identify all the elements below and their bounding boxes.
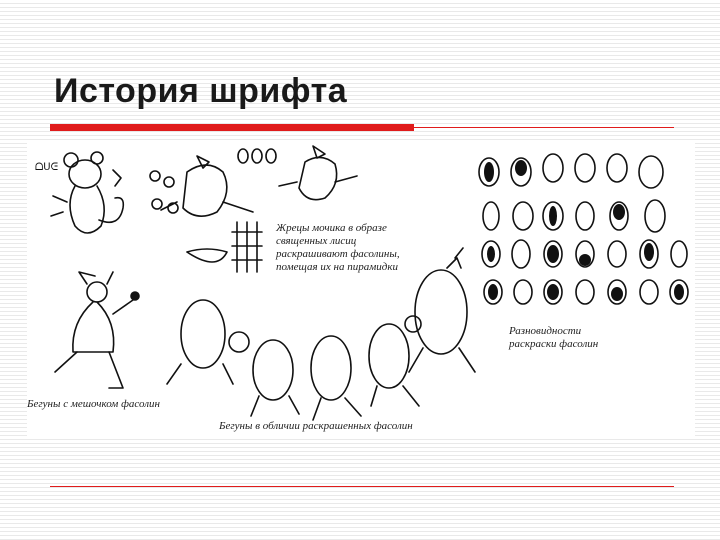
- illustration-drawing: [27, 142, 695, 438]
- footer-divider-line: [50, 486, 674, 487]
- moche-bean-illustration: [27, 142, 695, 438]
- svg-text:ᗝᑌᕮ: ᗝᑌᕮ: [35, 162, 59, 173]
- caption-runners-beans: Бегуны в обличии раскрашенных фасолин: [219, 420, 413, 432]
- caption-priests: Жрецы мочика в образе священных лисиц раскрашивают фасолины, помещая их на пирамидки: [276, 222, 400, 273]
- caption-bean-varieties: Разновидности раскраски фасолин: [509, 325, 599, 350]
- bean-varieties-grid: [479, 154, 688, 304]
- caption-runners-bag: Бегуны с мешочком фасолин: [27, 398, 160, 410]
- fox-figure-left: [35, 152, 123, 233]
- runner-with-bag: [55, 272, 139, 388]
- title-divider-line: [414, 127, 674, 128]
- title-accent-bar: [50, 124, 414, 131]
- slide-title: История шрифта: [54, 72, 348, 110]
